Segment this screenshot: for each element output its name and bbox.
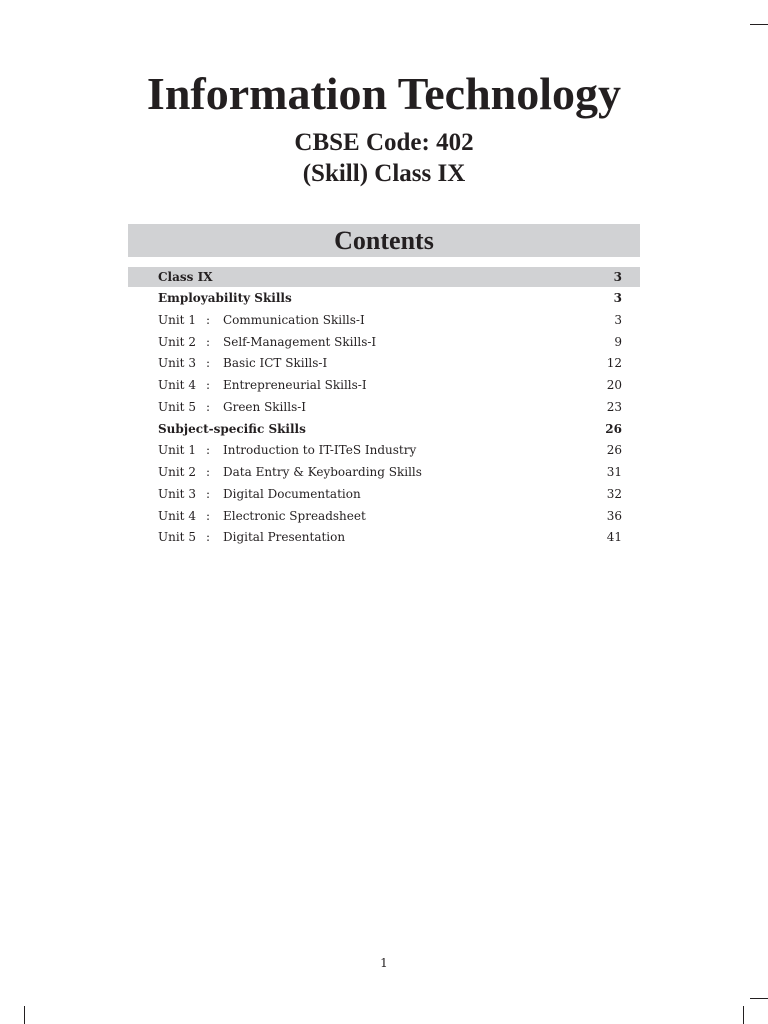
toc-entry[interactable] (128, 484, 640, 506)
document-title: Information Technology (146, 68, 622, 119)
toc-section-title: Subject-specific Skills (158, 421, 306, 436)
toc-unit: Unit 5 (158, 530, 196, 545)
toc-unit: Unit 5 (158, 399, 196, 414)
toc-unit-name: Data Entry & Keyboarding Skills (223, 465, 422, 479)
toc-separator: : (206, 465, 211, 479)
toc-entry[interactable] (128, 440, 640, 462)
toc-separator: : (206, 356, 211, 371)
toc-section-subject-specific[interactable] (128, 419, 640, 441)
toc-separator: : (206, 312, 211, 327)
toc-entry[interactable] (128, 397, 640, 419)
toc-separator: : (206, 508, 211, 523)
toc-page: 32 (606, 486, 622, 501)
toc-entry[interactable] (128, 506, 640, 528)
toc-entry[interactable] (128, 462, 640, 484)
toc-class-row[interactable] (128, 267, 640, 287)
toc-page: 23 (606, 399, 622, 414)
toc-unit: Unit 2 (158, 334, 196, 349)
toc-page: 36 (606, 508, 622, 523)
table-of-contents (128, 267, 640, 549)
toc-page: 12 (606, 356, 622, 371)
toc-page: 20 (606, 378, 622, 392)
toc-section-employability[interactable] (128, 288, 640, 310)
toc-unit: Unit 4 (158, 508, 196, 523)
toc-unit-name: Basic ICT Skills-I (223, 356, 328, 371)
toc-page: 3 (614, 312, 622, 327)
toc-unit: Unit 3 (158, 486, 196, 501)
toc-section-page: 3 (613, 291, 622, 305)
toc-separator: : (206, 334, 211, 349)
toc-entry[interactable] (128, 375, 640, 397)
toc-unit-name: Green Skills-I (223, 399, 307, 414)
toc-entry[interactable] (128, 310, 640, 332)
toc-entry[interactable] (128, 527, 640, 549)
crop-mark-top-right (750, 24, 768, 25)
page-number: 1 (380, 956, 388, 970)
toc-page: 31 (606, 465, 622, 479)
toc-separator: : (206, 399, 211, 414)
toc-separator: : (206, 378, 211, 392)
toc-unit-name: Communication Skills-I (223, 312, 365, 327)
class-subtitle: (Skill) Class IX (302, 160, 466, 187)
toc-unit: Unit 1 (158, 443, 196, 458)
cbse-code: CBSE Code: 402 (294, 129, 474, 156)
crop-mark-bottom-left-vertical (24, 1006, 25, 1024)
toc-unit-name: Introduction to IT-ITeS Industry (223, 443, 417, 458)
toc-unit: Unit 3 (158, 356, 196, 371)
toc-unit-name: Digital Documentation (223, 486, 361, 501)
toc-unit-name: Digital Presentation (223, 530, 346, 545)
toc-page: 26 (606, 443, 622, 458)
toc-unit-name: Electronic Spreadsheet (223, 508, 366, 523)
toc-unit: Unit 2 (158, 465, 196, 479)
toc-entry[interactable] (128, 332, 640, 354)
toc-unit-name: Self-Management Skills-I (223, 334, 377, 349)
toc-unit: Unit 1 (158, 312, 196, 327)
toc-separator: : (206, 443, 211, 458)
toc-unit-name: Entrepreneurial Skills-I (223, 378, 367, 392)
toc-page: 41 (606, 530, 622, 545)
toc-class-page: 3 (613, 270, 622, 284)
toc-page: 9 (614, 334, 622, 349)
contents-heading: Contents (128, 224, 640, 257)
toc-section-title: Employability Skills (158, 291, 292, 305)
toc-separator: : (206, 530, 211, 545)
crop-mark-bottom-right-vertical (743, 1006, 744, 1024)
toc-class-label: Class IX (158, 270, 213, 284)
toc-entry[interactable] (128, 353, 640, 375)
toc-unit: Unit 4 (158, 378, 196, 392)
crop-mark-bottom-right-horizontal (750, 998, 768, 999)
toc-separator: : (206, 486, 211, 501)
toc-section-page: 26 (605, 421, 622, 436)
